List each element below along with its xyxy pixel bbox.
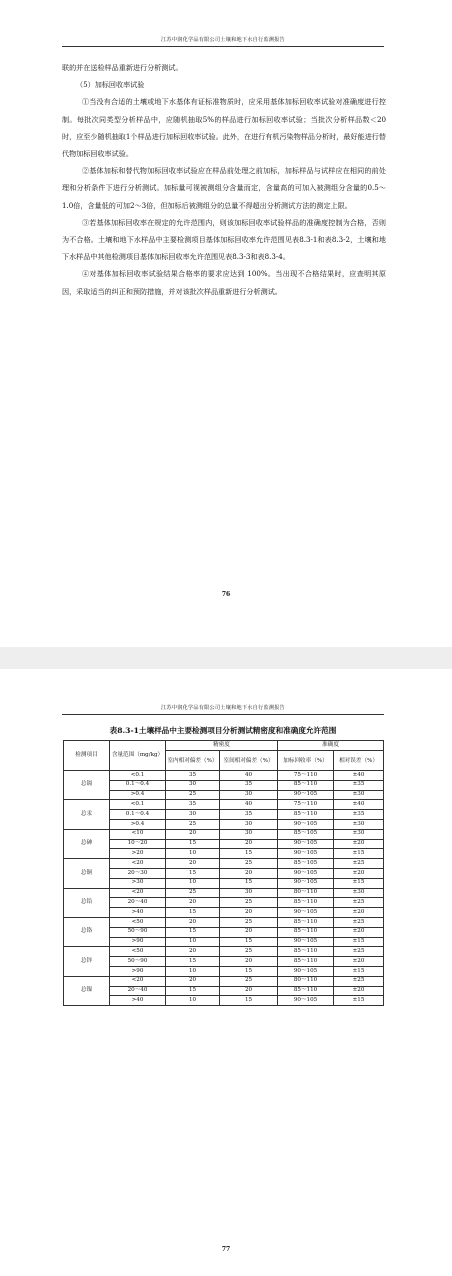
intra-lab-deviation: 10 <box>166 937 220 947</box>
recovery-range: 90～105 <box>278 868 334 878</box>
content-range: >30 <box>110 878 166 888</box>
relative-error: ±25 <box>334 917 384 927</box>
intra-lab-deviation: 20 <box>166 859 220 869</box>
content-range: >20 <box>110 849 166 859</box>
recovery-range: 85～110 <box>278 780 334 790</box>
table-row <box>64 780 384 790</box>
relative-error: ±20 <box>334 957 384 967</box>
inter-lab-deviation: 15 <box>220 878 278 888</box>
content-range: >40 <box>110 996 166 1006</box>
page-number: 77 <box>221 1246 231 1253</box>
analyte-name: 总砷 <box>64 829 110 858</box>
inter-lab-deviation: 25 <box>220 898 278 908</box>
table-row <box>64 849 384 859</box>
intra-lab-deviation: 25 <box>166 790 220 800</box>
content-range: >40 <box>110 908 166 918</box>
intra-lab-deviation: 20 <box>166 829 220 839</box>
recovery-range: 80～110 <box>278 888 334 898</box>
table-row <box>64 927 384 937</box>
relative-error: ±25 <box>334 898 384 908</box>
recovery-range: 85～110 <box>278 810 334 820</box>
content-range: >90 <box>110 966 166 976</box>
relative-error: ±25 <box>334 947 384 957</box>
inter-lab-deviation: 20 <box>220 986 278 996</box>
intra-lab-deviation: 35 <box>166 771 220 781</box>
table-row <box>64 996 384 1006</box>
relative-error: ±30 <box>334 790 384 800</box>
column-header-accuracy: 准确度 <box>278 741 384 751</box>
recovery-range: 90～105 <box>278 996 334 1006</box>
intra-lab-deviation: 15 <box>166 868 220 878</box>
document-header: 江苏中润化学品有限公司土壤和地下水自行监测报告 <box>62 36 384 47</box>
content-range: <50 <box>110 947 166 957</box>
intra-lab-deviation: 10 <box>166 996 220 1006</box>
relative-error: ±15 <box>334 966 384 976</box>
analyte-name: 总铜 <box>64 859 110 888</box>
relative-error: ±30 <box>334 829 384 839</box>
recovery-range: 90～105 <box>278 849 334 859</box>
content-range: 50～90 <box>110 927 166 937</box>
column-header-recovery: 加标回收率（%） <box>278 751 334 771</box>
relative-error: ±25 <box>334 859 384 869</box>
intra-lab-deviation: 30 <box>166 810 220 820</box>
paragraph-2: ②基体加标和替代物加标回收率试验应在样品前处理之前加标，加标样品与试样应在相同的前处理和分析条件下进行分析测试。加标量可视被测组分含量而定，含量高的可加入被测组分含量的0.5～1.0倍，含量低的可加2～3倍，但加标后被测组分的总量不得超出分析测试方法的测定上限。 <box>62 166 386 210</box>
paragraph-3: ③若基体加标回收率在规定的允许范围内，则该加标回收率试验样品的准确度控制为合格，否则为不合格。土壤和地下水样品中主要检测项目基体加标回收率允许范围见表8.3-1和表8.3-2，土壤和地下水样品中其他检测项目基体加标回收率允许范围见表8.3-3和表8.3-4。 <box>62 217 386 262</box>
intra-lab-deviation: 15 <box>166 957 220 967</box>
content-range: <20 <box>110 888 166 898</box>
inter-lab-deviation: 25 <box>220 947 278 957</box>
section-heading-spike-recovery: （5）加标回收率试验 <box>76 80 145 90</box>
content-range: 0.1～0.4 <box>110 810 166 820</box>
recovery-range: 75～110 <box>278 800 334 810</box>
inter-lab-deviation: 40 <box>220 771 278 781</box>
recovery-range: 85～110 <box>278 957 334 967</box>
table-row <box>64 878 384 888</box>
content-range: 10～20 <box>110 839 166 849</box>
intra-lab-deviation: 15 <box>166 908 220 918</box>
intra-lab-deviation: 10 <box>166 878 220 888</box>
relative-error: ±20 <box>334 868 384 878</box>
inter-lab-deviation: 20 <box>220 868 278 878</box>
intra-lab-deviation: 35 <box>166 800 220 810</box>
inter-lab-deviation: 40 <box>220 800 278 810</box>
inter-lab-deviation: 35 <box>220 810 278 820</box>
column-header-relative-error: 相对误差（%） <box>334 751 384 771</box>
content-range: >0.4 <box>110 819 166 829</box>
relative-error: ±40 <box>334 771 384 781</box>
content-range: 20～30 <box>110 868 166 878</box>
table-row <box>64 819 384 829</box>
intra-lab-deviation: 15 <box>166 927 220 937</box>
recovery-range: 85～105 <box>278 859 334 869</box>
inter-lab-deviation: 20 <box>220 957 278 967</box>
relative-error: ±15 <box>334 849 384 859</box>
intra-lab-deviation: 20 <box>166 898 220 908</box>
recovery-range: 85～110 <box>278 927 334 937</box>
relative-error: ±15 <box>334 937 384 947</box>
recovery-range: 90～105 <box>278 966 334 976</box>
analyte-name: 总铬 <box>64 917 110 946</box>
paragraph-4: ④对基体加标回收率试验结果合格率的要求应达到 100%。当出现不合格结果时，应查明其原因，采取适当的纠正和预防措施，并对该批次样品重新进行分析测试。 <box>62 269 386 296</box>
page-number: 76 <box>221 591 231 598</box>
relative-error: ±20 <box>334 986 384 996</box>
inter-lab-deviation: 20 <box>220 908 278 918</box>
recovery-range: 90～105 <box>278 790 334 800</box>
analyte-name: 总镉 <box>64 771 110 800</box>
inter-lab-deviation: 20 <box>220 839 278 849</box>
table-row <box>64 986 384 996</box>
content-range: 0.1～0.4 <box>110 780 166 790</box>
analyte-name: 总镍 <box>64 976 110 1005</box>
document-header: 江苏中润化学品有限公司土壤和地下水自行监测报告 <box>62 704 384 715</box>
analyte-name: 总锌 <box>64 947 110 976</box>
inter-lab-deviation: 30 <box>220 888 278 898</box>
table-row <box>64 771 384 781</box>
relative-error: ±30 <box>334 819 384 829</box>
column-header-item: 检测项目 <box>64 741 110 771</box>
content-range: 20～40 <box>110 986 166 996</box>
table-row <box>64 790 384 800</box>
table-row <box>64 810 384 820</box>
content-range: >90 <box>110 937 166 947</box>
intra-lab-deviation: 15 <box>166 839 220 849</box>
recovery-range: 90～105 <box>278 819 334 829</box>
analyte-name: 总铅 <box>64 888 110 917</box>
recovery-range: 80～110 <box>278 976 334 986</box>
recovery-range: 85～105 <box>278 829 334 839</box>
inter-lab-deviation: 15 <box>220 937 278 947</box>
recovery-range: 90～105 <box>278 908 334 918</box>
recovery-range: 90～105 <box>278 878 334 888</box>
table-row <box>64 829 384 839</box>
recovery-range: 85～110 <box>278 898 334 908</box>
table-row <box>64 888 384 898</box>
recovery-range: 90～105 <box>278 839 334 849</box>
table-row <box>64 966 384 976</box>
relative-error: ±30 <box>334 888 384 898</box>
inter-lab-deviation: 15 <box>220 849 278 859</box>
table-row <box>64 839 384 849</box>
content-range: 50～90 <box>110 957 166 967</box>
intra-lab-deviation: 20 <box>166 976 220 986</box>
column-header-intra-lab: 室内相对偏差（%） <box>166 751 220 771</box>
intra-lab-deviation: 10 <box>166 966 220 976</box>
table-row <box>64 947 384 957</box>
inter-lab-deviation: 25 <box>220 859 278 869</box>
relative-error: ±20 <box>334 839 384 849</box>
table-row <box>64 898 384 908</box>
body-text <box>62 59 386 300</box>
content-range: >0.4 <box>110 790 166 800</box>
inter-lab-deviation: 25 <box>220 976 278 986</box>
table-title: 表8.3-1土壤样品中主要检测项目分析测试精密度和准确度允许范围 <box>109 726 337 735</box>
report-page-77 <box>0 669 452 1276</box>
table-row <box>64 937 384 947</box>
relative-error: ±25 <box>334 976 384 986</box>
paragraph-continuation: 联的并在送检样品重新进行分析测试。 <box>62 63 183 72</box>
content-range: <50 <box>110 917 166 927</box>
paragraph-1: ①当没有合适的土壤或地下水基体有证标准物质时，应采用基体加标回收率试验对准确度进行控制。每批次同类型分析样品中，应随机抽取5%的样品进行加标回收率试验；当批次分析样品数＜20时，应至少随机抽取1个样品进行加标回收率试验。此外，在进行有机污染物样品分析时，最好能进行替代物加标回收率试验。 <box>62 97 386 159</box>
table-row <box>64 976 384 986</box>
table-row <box>64 800 384 810</box>
inter-lab-deviation: 25 <box>220 917 278 927</box>
inter-lab-deviation: 20 <box>220 927 278 937</box>
inter-lab-deviation: 30 <box>220 790 278 800</box>
content-range: <0.1 <box>110 800 166 810</box>
inter-lab-deviation: 15 <box>220 966 278 976</box>
column-header-inter-lab: 室间相对偏差（%） <box>220 751 278 771</box>
table-body <box>64 771 384 1006</box>
relative-error: ±35 <box>334 780 384 790</box>
inter-lab-deviation: 15 <box>220 996 278 1006</box>
intra-lab-deviation: 15 <box>166 986 220 996</box>
relative-error: ±15 <box>334 878 384 888</box>
content-range: <20 <box>110 859 166 869</box>
analyte-name: 总汞 <box>64 800 110 829</box>
precision-accuracy-table <box>63 740 384 1006</box>
relative-error: ±15 <box>334 996 384 1006</box>
table-row <box>64 917 384 927</box>
recovery-range: 75～110 <box>278 771 334 781</box>
relative-error: ±20 <box>334 927 384 937</box>
intra-lab-deviation: 30 <box>166 780 220 790</box>
intra-lab-deviation: 20 <box>166 917 220 927</box>
table-row <box>64 859 384 869</box>
table-row <box>64 957 384 967</box>
content-range: <0.1 <box>110 771 166 781</box>
recovery-range: 85～110 <box>278 917 334 927</box>
inter-lab-deviation: 30 <box>220 829 278 839</box>
relative-error: ±35 <box>334 810 384 820</box>
intra-lab-deviation: 20 <box>166 947 220 957</box>
intra-lab-deviation: 10 <box>166 849 220 859</box>
inter-lab-deviation: 30 <box>220 819 278 829</box>
inter-lab-deviation: 35 <box>220 780 278 790</box>
column-header-precision: 精密度 <box>166 741 278 751</box>
recovery-range: 90～105 <box>278 937 334 947</box>
content-range: <20 <box>110 976 166 986</box>
content-range: <10 <box>110 829 166 839</box>
table-row <box>64 908 384 918</box>
recovery-range: 85～110 <box>278 947 334 957</box>
content-range: 20～40 <box>110 898 166 908</box>
table-row <box>64 868 384 878</box>
recovery-range: 85～110 <box>278 986 334 996</box>
relative-error: ±20 <box>334 908 384 918</box>
intra-lab-deviation: 25 <box>166 888 220 898</box>
intra-lab-deviation: 25 <box>166 819 220 829</box>
column-header-range: 含量范围（mg/kg） <box>110 741 166 771</box>
relative-error: ±40 <box>334 800 384 810</box>
